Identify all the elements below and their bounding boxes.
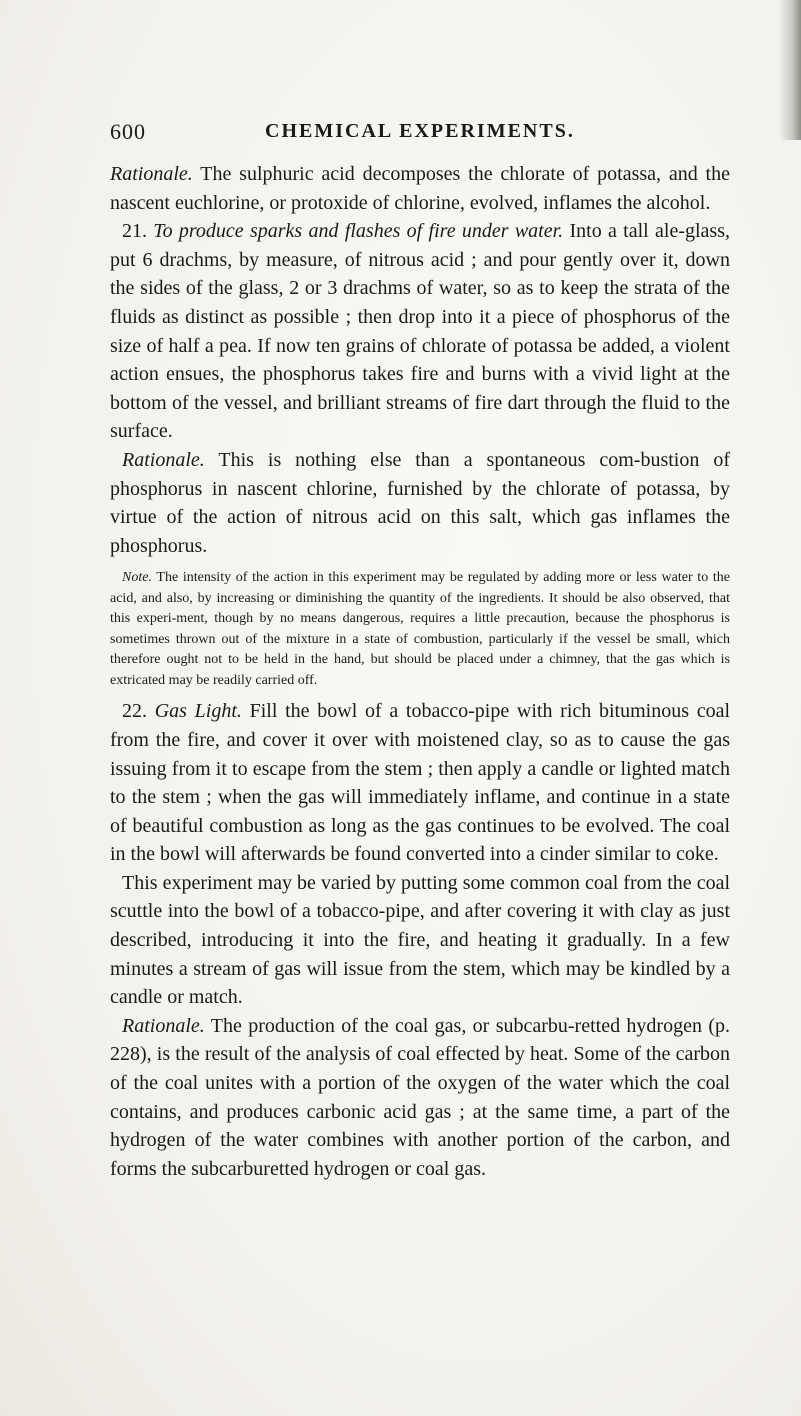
paragraph-rationale-1 <box>110 160 730 217</box>
paragraph-variation <box>110 869 730 1012</box>
note-paragraph <box>110 568 730 691</box>
paragraph-text: This experiment may be varied by putting some common coal from the coal scuttle into the bowl of a tobacco-pipe, and after covering it with clay as just described, introducing it into the fire, and heating it gradually. In a few minutes a stream of gas will issue from the stem, which may be kindled by a candle or match. <box>110 871 730 1009</box>
experiment-title: Gas Light. <box>147 700 242 723</box>
experiment-number: 21. <box>122 220 147 243</box>
page-body <box>110 160 730 1183</box>
paragraph-rationale-2 <box>110 446 730 560</box>
page-header <box>110 119 710 149</box>
paragraph-experiment-21 <box>110 217 730 446</box>
page-edge-shadow <box>779 0 801 140</box>
paragraph-text: Into a tall ale-glass, put 6 drachms, by measure, of nitrous acid ; and pour gently over it, down the sides of the glass, 2 or 3 drachms of water, so as to keep the strata of the fluids as distinct as possible ; then drop into it a piece of phosphorus of the size of half a pea. If now ten grains of chlorate of potassa be added, a violent action ensues, the phosphorus takes fire and burns with a vivid light at the bottom of the vessel, and brilliant streams of fire dart through the fluid to the surface. <box>110 220 730 443</box>
note-text: The intensity of the action in this experiment may be regulated by adding more or less water to the acid, and also, by increasing or diminishing the quantity of the ingredients. It should be also observed, that this experi-ment, though by no means dangerous, requires a little precaution, because the phosphorus is sometimes thrown out of the mixture in a state of combustion, particularly if the vessel be small, which therefore ought not to be held in the hand, but should be placed under a chimney, that the gas which is extricated may be readily carried off. <box>110 570 730 688</box>
running-head: CHEMICAL EXPERIMENTS. <box>265 120 575 142</box>
page-number: 600 <box>110 119 146 144</box>
note-label: Note. <box>122 570 152 586</box>
paragraph-text: This is nothing else than a spontaneous com-bustion of phosphorus in nascent chlorine, furnished by the chlorate of potassa, by virtue of the action of nitrous acid on this salt, which gas inflames the phosphorus. <box>110 448 730 557</box>
rationale-label: Rationale. <box>110 163 193 185</box>
paragraph-text: Fill the bowl of a tobacco-pipe with rich bituminous coal from the fire, and cover it over with moistened clay, so as to cause the gas issuing from it to escape from the stem ; then apply a candle or lighted match to the stem ; when the gas will immediately inflame, and continue in a state of beautiful combustion as long as the gas continues to be evolved. The coal in the bowl will afterwards be found converted into a cinder similar to coke. <box>110 700 731 866</box>
experiment-title: To produce sparks and flashes of fire under water. <box>147 220 564 243</box>
paragraph-text: The sulphuric acid decomposes the chlorate of potassa, and the nascent euchlorine, or protoxide of chlorine, evolved, inflames the alcohol. <box>110 163 730 214</box>
experiment-number: 22. <box>122 700 147 723</box>
rationale-label: Rationale. <box>122 448 205 471</box>
paragraph-text: The production of the coal gas, or subcarbu-retted hydrogen (p. 228), is the result of the analysis of coal effected by heat. Some of the carbon of the coal unites with a portion of the oxygen of the water which the coal contains, and produces carbonic acid gas ; at the same time, a part of the hydrogen of the water combines with another portion of the carbon, and forms the subcarburetted hydrogen or coal gas. <box>110 1014 730 1180</box>
paragraph-experiment-22 <box>110 697 730 869</box>
paragraph-rationale-3 <box>110 1012 730 1184</box>
rationale-label: Rationale. <box>122 1014 205 1037</box>
